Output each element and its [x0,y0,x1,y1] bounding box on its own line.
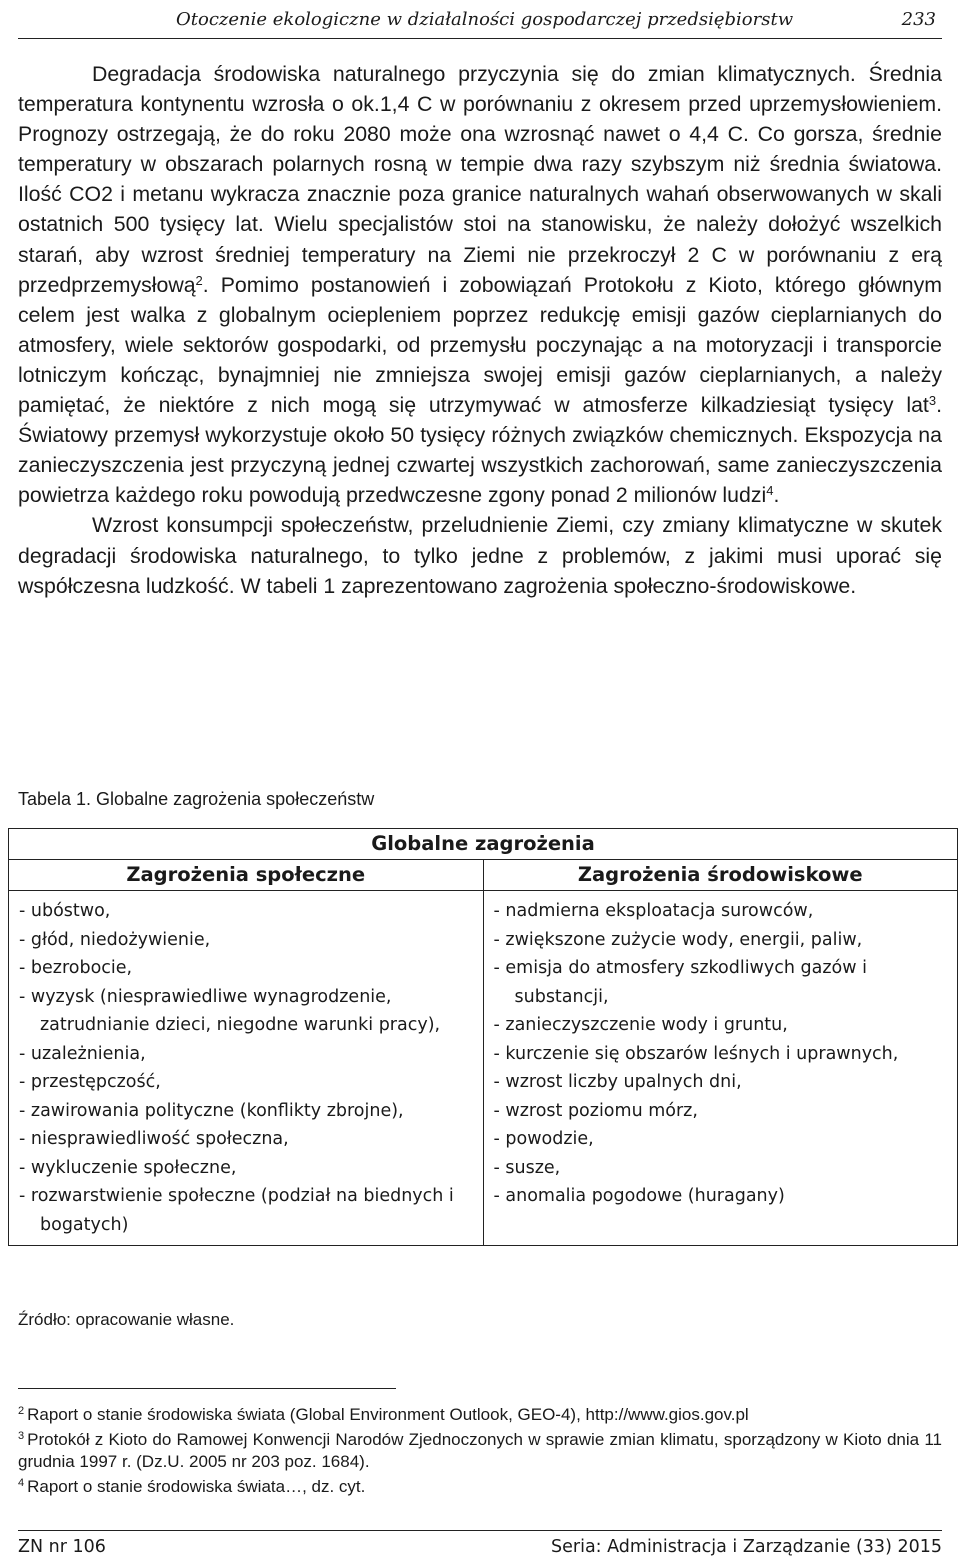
footnote-text: Raport o stanie środowiska świata…, dz. cyt. [27,1476,366,1496]
social-threats-list [19,897,473,1239]
table-main-header: Globalne zagrożenia [9,829,958,860]
paragraph-climate-part-d: . [773,483,780,508]
list-item: - susze, [494,1154,948,1183]
footnote-3 [18,1429,942,1474]
footnote-mark: 3 [18,1429,25,1442]
table-main-header-row [9,829,958,860]
column-header-social: Zagrożenia społeczne [9,860,484,891]
footnote-text: Protokół z Kioto do Ramowej Konwencji Narodów Zjednoczonych w sprawie zmian klimatu, sporządzony w Kioto dnia 11 grudnia 1997 r. (Dz.U. 2005 nr 203 poz. 1684). [18,1429,942,1471]
column-header-environmental: Zagrożenia środowiskowe [483,860,958,891]
global-threats-table [8,828,958,1246]
body-text [18,59,942,601]
paragraph-climate [18,59,942,510]
list-item: - niesprawiedliwość społeczna, [19,1125,473,1154]
paragraph-climate-part-b: . Pomimo postanowień i zobowiązań Protokołu z Kioto, którego głównym celem jest walka z globalnym ociepleniem poprzez redukcję emisji gazów cieplarnianych do atmosfery, wiele sektorów gospodarki, od przemysłu poczynając a na motoryzacji i transporcie lotniczym kończąc, bynajmniej nie zmniejsza swojej emisji gazów cieplarnianych, a należy pamiętać, że niektóre z nich mogą się utrzymywać w atmosferze kilkadziesiąt tysięcy lat [18,272,942,418]
list-item: - uzależnienia, [19,1040,473,1069]
paragraph-climate-part-c: . Światowy przemysł wykorzystuje około 50 tysięcy różnych związków chemicznych. Ekspozycja na zanieczyszczenia jest przyczyną jednej czwartej wszystkich zachorowań, same zanieczyszczenia powietrza każdego roku powodują przedwczesne zgony ponad 2 milionów ludzi [18,393,942,508]
list-item: - anomalia pogodowe (huragany) [494,1182,948,1211]
footnote-mark: 4 [18,1476,25,1489]
footnote-text: Raport o stanie środowiska świata (Global Environment Outlook, GEO-4), http://www.gios.gov.pl [27,1405,749,1424]
list-item: - zawirowania polityczne (konflikty zbrojne), [19,1097,473,1126]
list-item: - rozwarstwienie społeczne (podział na biednych i bogatych) [19,1182,473,1239]
table-body-row [9,891,958,1246]
list-item: - wzrost poziomu mórz, [494,1097,948,1126]
footer-series: Seria: Administracja i Zarządzanie (33) 2015 [551,1536,942,1557]
list-item: - wyzysk (niesprawiedliwe wynagrodzenie, zatrudnianie dzieci, niegodne warunki pracy), [19,983,473,1040]
running-footer [18,1530,942,1562]
footnote-4 [18,1476,942,1499]
list-item: - zanieczyszczenie wody i gruntu, [494,1011,948,1040]
list-item: - głód, niedożywienie, [19,926,473,955]
running-header-title: Otoczenie ekologiczne w działalności gospodarczej przedsiębiorstw [176,8,794,30]
list-item: - wykluczenie społeczne, [19,1154,473,1183]
list-item: - bezrobocie, [19,954,473,983]
list-item: - wzrost liczby upalnych dni, [494,1068,948,1097]
page-number: 233 [901,8,936,30]
footnote-separator [18,1388,396,1389]
table-source-note: Źródło: opracowanie własne. [18,1310,235,1329]
list-item: - powodzie, [494,1125,948,1154]
list-item: - ubóstwo, [19,897,473,926]
environmental-threats-cell [483,891,958,1246]
footnote-ref-3[interactable]: 3 [928,393,937,409]
environmental-threats-list [494,897,948,1211]
paragraph-climate-part-a: Degradacja środowiska naturalnego przyczynia się do zmian klimatycznych. Średnia temperatura kontynentu wzrosła o ok.1,4 C w porównaniu z okresem przed uprzemysłowieniem. Prognozy ostrzegają, że do roku 2080 może ona wzrosnąć nawet o 4,4 C. Co gorsza, średnie temperatury w obszarach polarnych rosną w tempie dwa razy szybszym niż średnia światowa. Ilość CO2 i metanu wykracza znacznie poza granice naturalnych wahań obserwowanych w skali ostatnich 500 tysięcy lat. Wielu specjalistów stoi na stanowisku, że należy dołożyć wszelkich starań, aby wzrost średniej temperatury na Ziemi nie przekroczył 2 C w porównaniu z erą przedprzemysłową [18,62,942,297]
table-caption: Tabela 1. Globalne zagrożenia społeczeństw [18,789,375,809]
footnote-2 [18,1404,942,1427]
footnote-mark: 2 [18,1405,25,1417]
list-item: - nadmierna eksploatacja surowców, [494,897,948,926]
footer-issue: ZN nr 106 [18,1536,106,1557]
footnote-ref-2[interactable]: 2 [195,272,203,288]
list-item: - emisja do atmosfery szkodliwych gazów i substancji, [494,954,948,1011]
running-header [18,0,942,39]
paragraph-consumption: Wzrost konsumpcji społeczeństw, przeludnienie Ziemi, czy zmiany klimatyczne w skutek degradacji środowiska naturalnego, to tylko jedne z problemów, z jakimi musi uporać się współczesna ludzkość. W tabeli 1 zaprezentowano zagrożenia społeczno-środowiskowe. [18,513,942,598]
list-item: - zwiększone zużycie wody, energii, paliw, [494,926,948,955]
footnotes [18,1404,942,1500]
footnote-ref-4[interactable]: 4 [766,483,774,499]
table-column-header-row [9,860,958,891]
social-threats-cell [9,891,484,1246]
list-item: - przestępczość, [19,1068,473,1097]
list-item: - kurczenie się obszarów leśnych i uprawnych, [494,1040,948,1069]
